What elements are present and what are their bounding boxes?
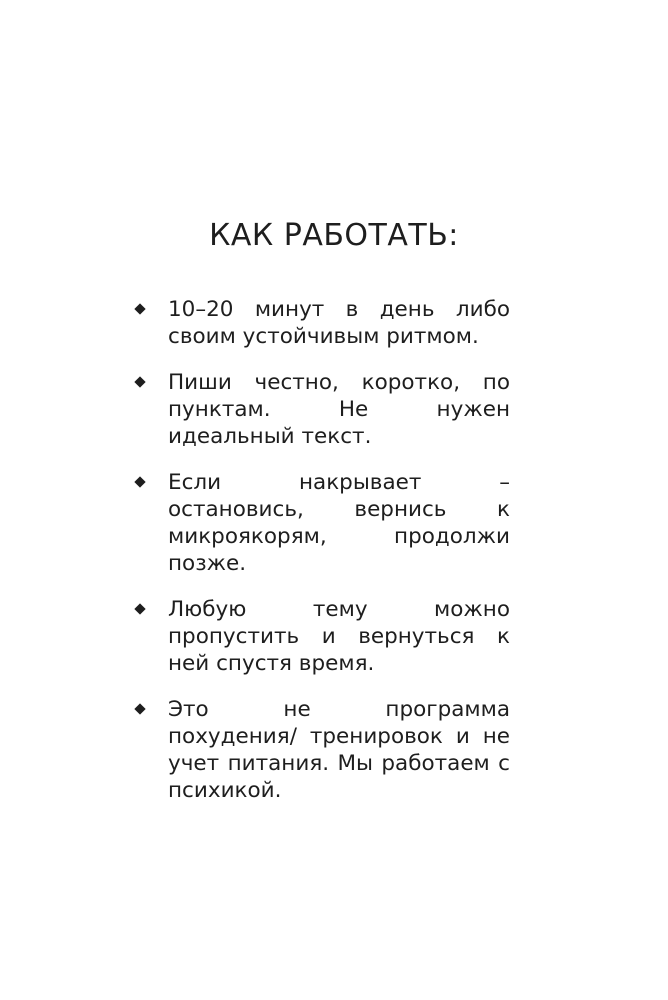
list-item xyxy=(128,369,510,450)
list-item-text: Это не программа похудения/ тренировок и не учет питания. Мы работаем с психикой. xyxy=(168,697,510,803)
diamond-bullet-icon xyxy=(134,303,145,314)
diamond-bullet-icon xyxy=(134,603,145,614)
diamond-bullet-icon xyxy=(134,703,145,714)
list-item-text: 10–20 минут в день либо своим устойчивым ритмом. xyxy=(168,297,510,349)
list-item xyxy=(128,696,510,804)
list-item xyxy=(128,469,510,577)
list-item xyxy=(128,596,510,677)
list-item xyxy=(128,296,510,350)
instruction-list xyxy=(128,296,510,823)
page-title: КАК РАБОТАТЬ: xyxy=(209,218,459,253)
list-item-text: Любую тему можно пропустить и вернуться к ней спустя время. xyxy=(168,597,510,676)
list-item-text: Если накрывает – остановись, вернись к микроякорям, продолжи позже. xyxy=(168,470,510,576)
diamond-bullet-icon xyxy=(134,376,145,387)
list-item-text: Пиши честно, коротко, по пунктам. Не нужен идеальный текст. xyxy=(168,370,510,449)
diamond-bullet-icon xyxy=(134,476,145,487)
